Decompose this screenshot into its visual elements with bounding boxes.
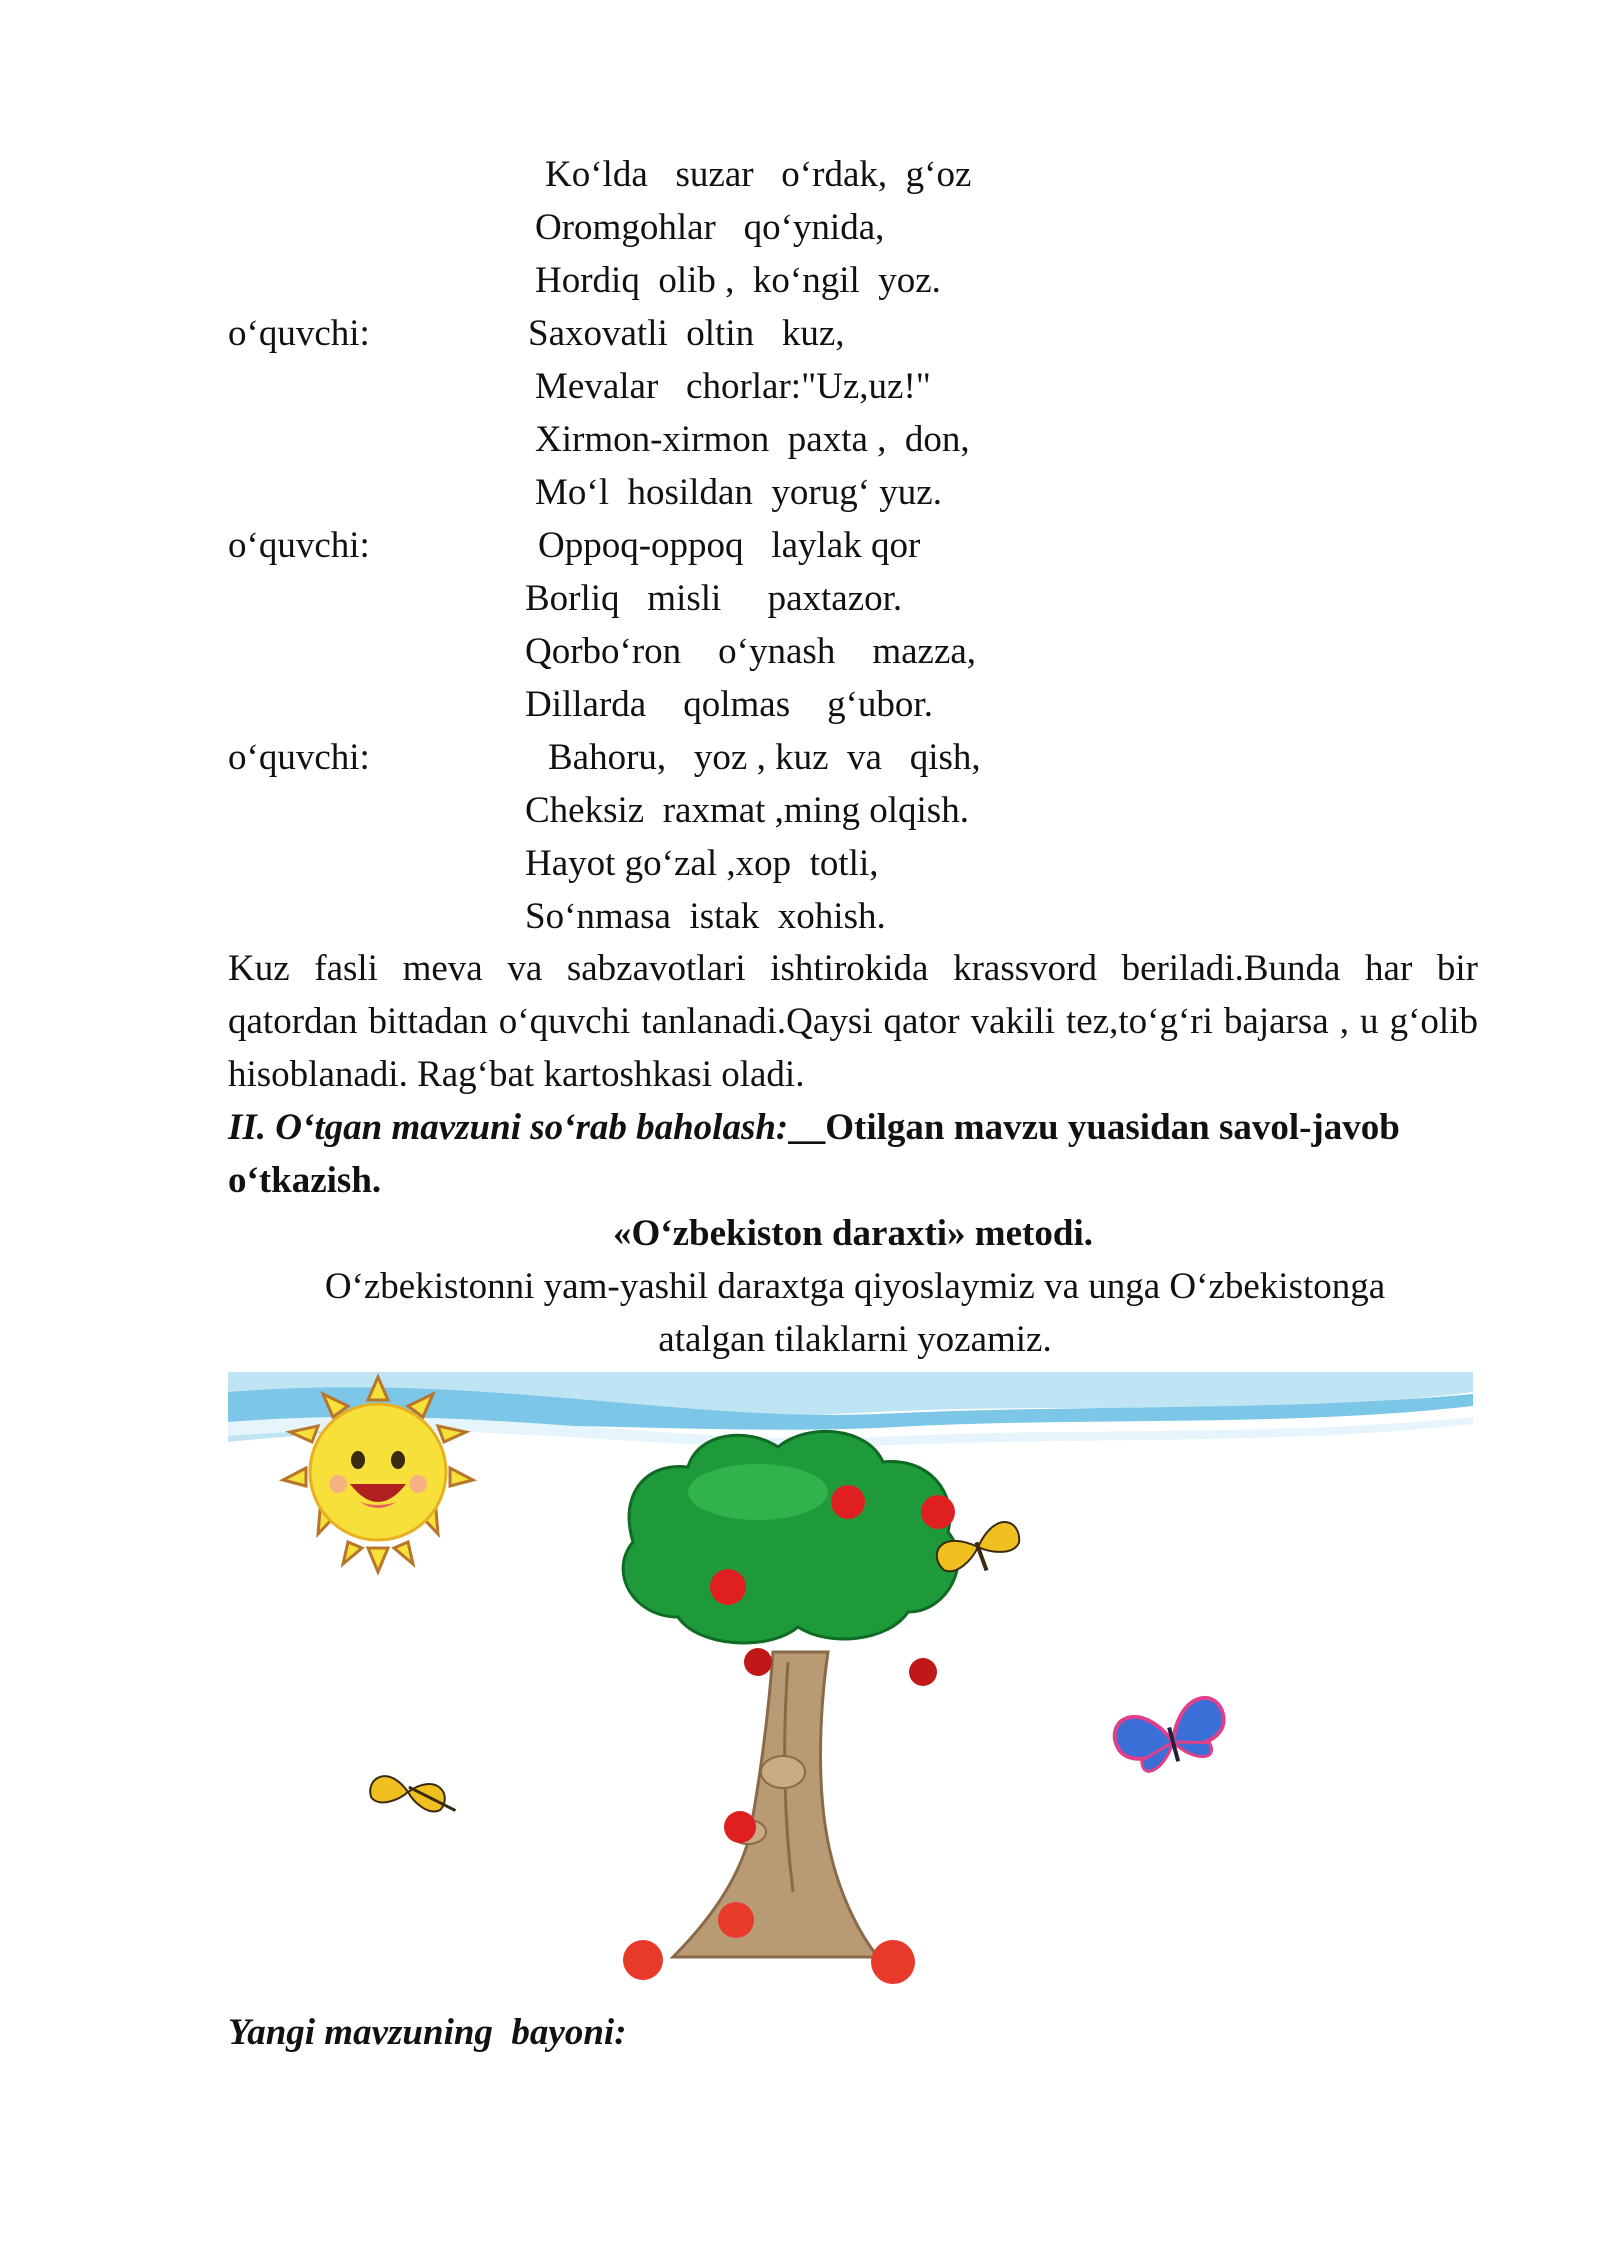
poem-line: Ko‘lda suzar o‘rdak, g‘oz	[545, 154, 972, 195]
poem-line: Hayot go‘zal ,xop totli,	[525, 843, 879, 884]
underline-gap: __	[788, 1107, 826, 1148]
illustration-svg	[228, 1372, 1473, 2007]
butterfly-icon	[368, 1774, 459, 1815]
section-heading-label: II. O‘tgan mavzuni so‘rab baholash:	[228, 1107, 789, 1148]
activity-paragraph: Kuz fasli meva va sabzavotlari ishtirokida krassvord beriladi.Bunda har bir qatordan bittadan o‘quvchi tanlanadi.Qaysi qator vakili tez,to‘g‘ri bajarsa , u g‘olib hisoblanadi. Rag‘bat kartoshkasi oladi.	[228, 948, 1478, 1095]
poem-line: Mevalar chorlar:"Uz,uz!"	[535, 366, 931, 407]
poem-line: Saxovatli oltin kuz,	[528, 313, 845, 354]
poem-line: Bahoru, yoz , kuz va qish,	[548, 737, 981, 778]
poem-line: Hordiq olib , ko‘ngil yoz.	[535, 260, 941, 301]
poem-line: Oppoq-oppoq laylak qor	[538, 525, 921, 566]
tree-icon	[623, 1431, 958, 1984]
poem-line: Borliq misli paxtazor.	[525, 578, 903, 619]
speaker-label: o‘quvchi:	[228, 313, 370, 354]
speaker-label: o‘quvchi:	[228, 525, 370, 566]
section-heading-text: Otilgan mavzu yuasidan savol-javob o‘tkazish.	[228, 1107, 1400, 1201]
poem-line: Xirmon-xirmon paxta , don,	[535, 419, 970, 460]
speaker-label: o‘quvchi:	[228, 737, 370, 778]
poem-line: Dillarda qolmas g‘ubor.	[525, 684, 933, 725]
uzbekistan-tree-illustration	[228, 1372, 1473, 2007]
poem-line: Cheksiz raxmat ,ming olqish.	[525, 790, 969, 831]
poem-line: So‘nmasa istak xohish.	[525, 896, 886, 937]
section-heading	[228, 1101, 1478, 1207]
poem-line: Qorbo‘ron o‘ynash mazza,	[525, 631, 977, 672]
poem-line: Oromgohlar qo‘ynida,	[535, 207, 885, 248]
new-topic-heading: Yangi mavzuning bayoni:	[228, 2012, 627, 2053]
method-title: «O‘zbekiston daraxti» metodi.	[613, 1213, 1093, 1254]
poem-line: Mo‘l hosildan yorug‘ yuz.	[535, 472, 942, 513]
method-description: O‘zbekistonni yam-yashil daraxtga qiyoslaymiz va unga O‘zbekistonga atalgan tilaklarni yozamiz.	[324, 1266, 1386, 1360]
butterfly-icon	[1110, 1694, 1232, 1778]
